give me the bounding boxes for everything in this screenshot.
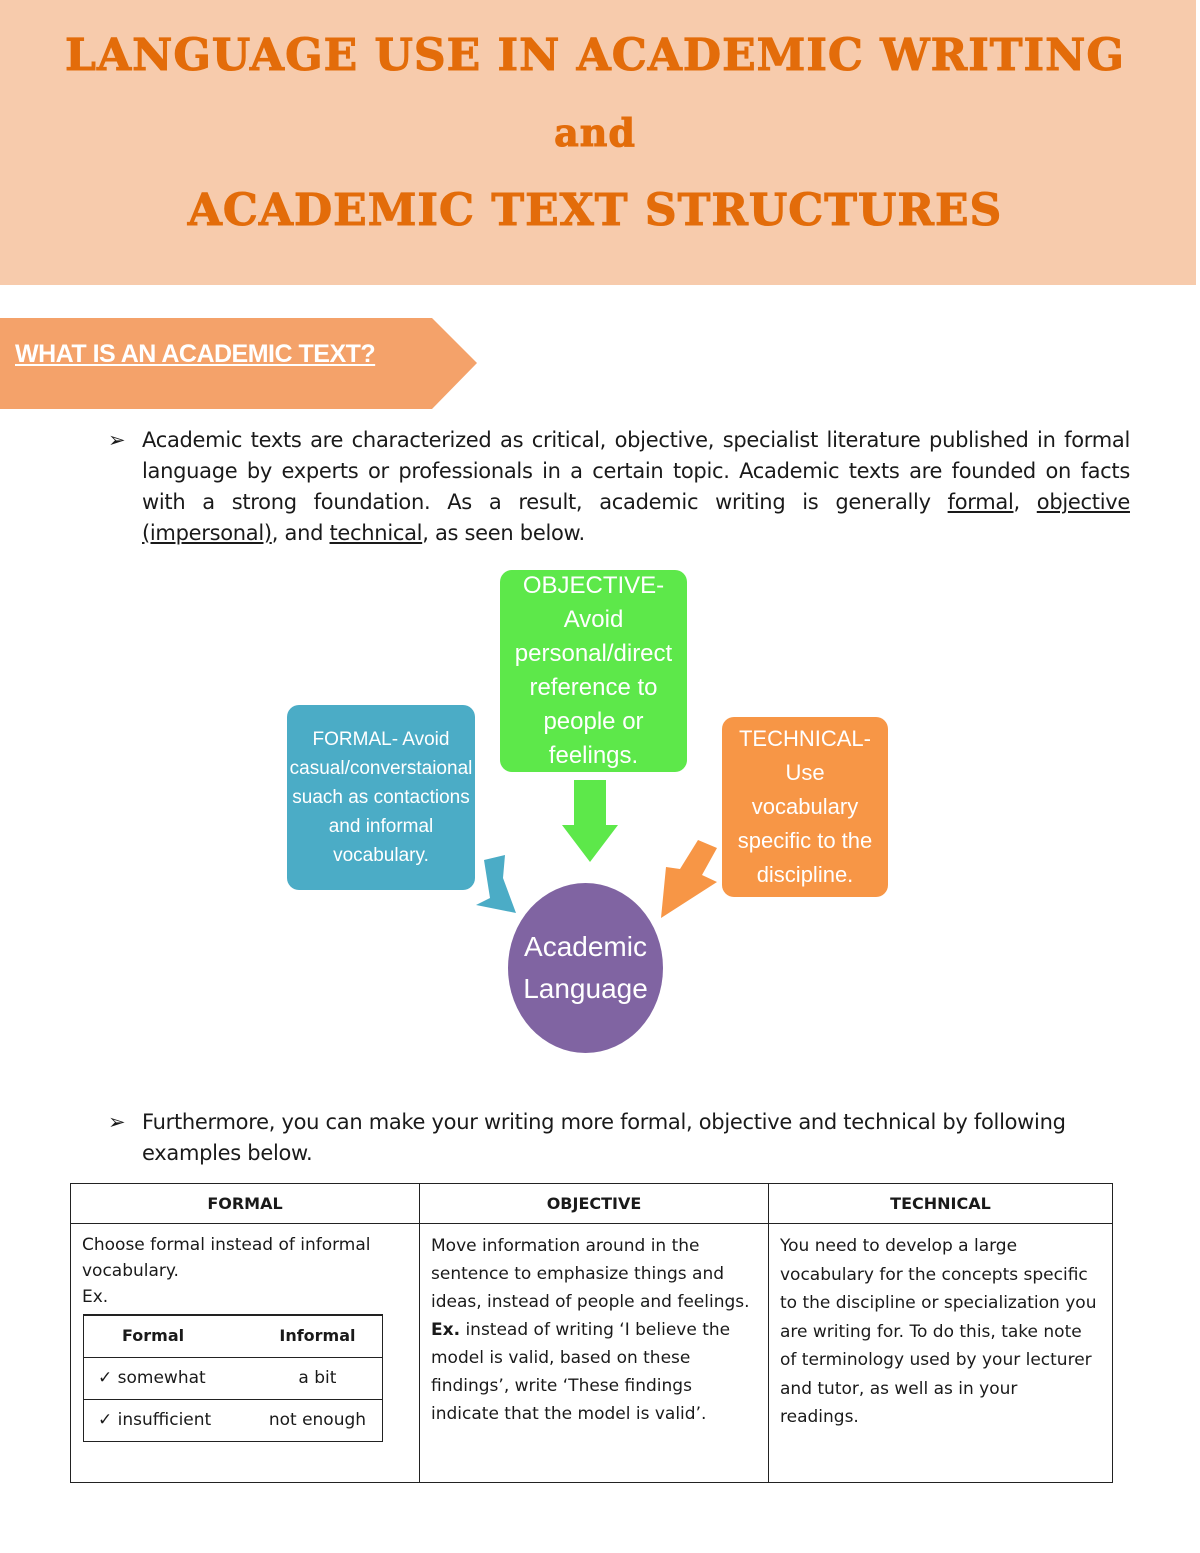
- examples-table: [70, 1183, 1113, 1483]
- cell-objective: Move information around in the sentence to emphasize things and ideas, instead of people and feelings. Ex. instead of writing ‘I believe the model is valid, based on these findings’, write ‘These findings indicate that the model is valid’.: [420, 1224, 769, 1483]
- objective-box-text: OBJECTIVE- Avoid personal/direct reference to people or feelings.: [514, 572, 673, 769]
- inner-cell-informal: a bit: [253, 1357, 383, 1399]
- table-row: [84, 1357, 383, 1399]
- check-icon: ✓: [98, 1410, 118, 1430]
- objective-ex-label: Ex.: [431, 1320, 461, 1340]
- inner-cell-formal: ✓ insufficient: [84, 1399, 253, 1441]
- formal-informal-table: [83, 1314, 383, 1442]
- formal-description: Choose formal instead of informal vocabulary.: [82, 1235, 371, 1281]
- term-formal: formal: [947, 490, 1014, 514]
- formal-box-text: FORMAL- Avoid casual/converstaional suach as contactions and informal vocabulary.: [289, 729, 473, 866]
- header-objective: OBJECTIVE: [420, 1184, 769, 1224]
- inner-cell-formal: ✓ somewhat: [84, 1357, 253, 1399]
- inner-header-formal: Formal: [84, 1315, 253, 1357]
- inner-header-informal: Informal: [253, 1315, 383, 1357]
- check-icon: ✓: [98, 1368, 118, 1388]
- cell-formal: [71, 1224, 420, 1483]
- term-technical: technical: [329, 521, 423, 545]
- diagram-box-objective: [500, 570, 687, 772]
- diagram-box-formal: [287, 705, 475, 890]
- inner-cell-informal: not enough: [253, 1399, 383, 1441]
- term-objective: objective (impersonal): [142, 490, 1130, 545]
- table-row: [84, 1399, 383, 1441]
- formal-ex-label: Ex.: [82, 1287, 109, 1307]
- section-heading: WHAT IS AN ACADEMIC TEXT?: [15, 340, 376, 368]
- header-formal: FORMAL: [71, 1184, 420, 1224]
- arrow-blue-formal: [476, 855, 516, 913]
- arrow-bullet-icon: ➢: [108, 428, 126, 452]
- title-line-1: LANGUAGE USE IN ACADEMIC WRITING: [65, 30, 1125, 81]
- header-technical: TECHNICAL: [769, 1184, 1113, 1224]
- arrow-orange-technical: [661, 840, 717, 918]
- academic-language-text: Academic Language: [523, 931, 648, 1004]
- bullet-paragraph-2: Furthermore, you can make your writing more formal, objective and technical by following examples below.: [142, 1110, 1066, 1165]
- diagram-box-technical: [722, 717, 888, 897]
- arrow-down-green: [562, 780, 618, 862]
- technical-box-text: TECHNICAL- Use vocabulary specific to the discipline.: [737, 726, 873, 887]
- diagram-circle-academic-language: [508, 883, 663, 1053]
- arrow-bullet-icon: ➢: [108, 1110, 126, 1134]
- bullet-paragraph-1: Academic texts are characterized as critical, objective, specialist literature published in formal language by experts or professionals in a certain topic. Academic texts are founded on facts with a strong foundation. As a result, academic writing is generally formal, objective (impersonal), and technical, as seen below.: [142, 428, 1130, 545]
- title-line-3: ACADEMIC TEXT STRUCTURES: [187, 185, 1003, 236]
- title-line-2: and: [554, 110, 636, 155]
- cell-technical: You need to develop a large vocabulary for the concepts specific to the discipline or specialization you are writing for. To do this, take note of terminology used by your lecturer and tutor, as well as in your readings.: [769, 1224, 1113, 1483]
